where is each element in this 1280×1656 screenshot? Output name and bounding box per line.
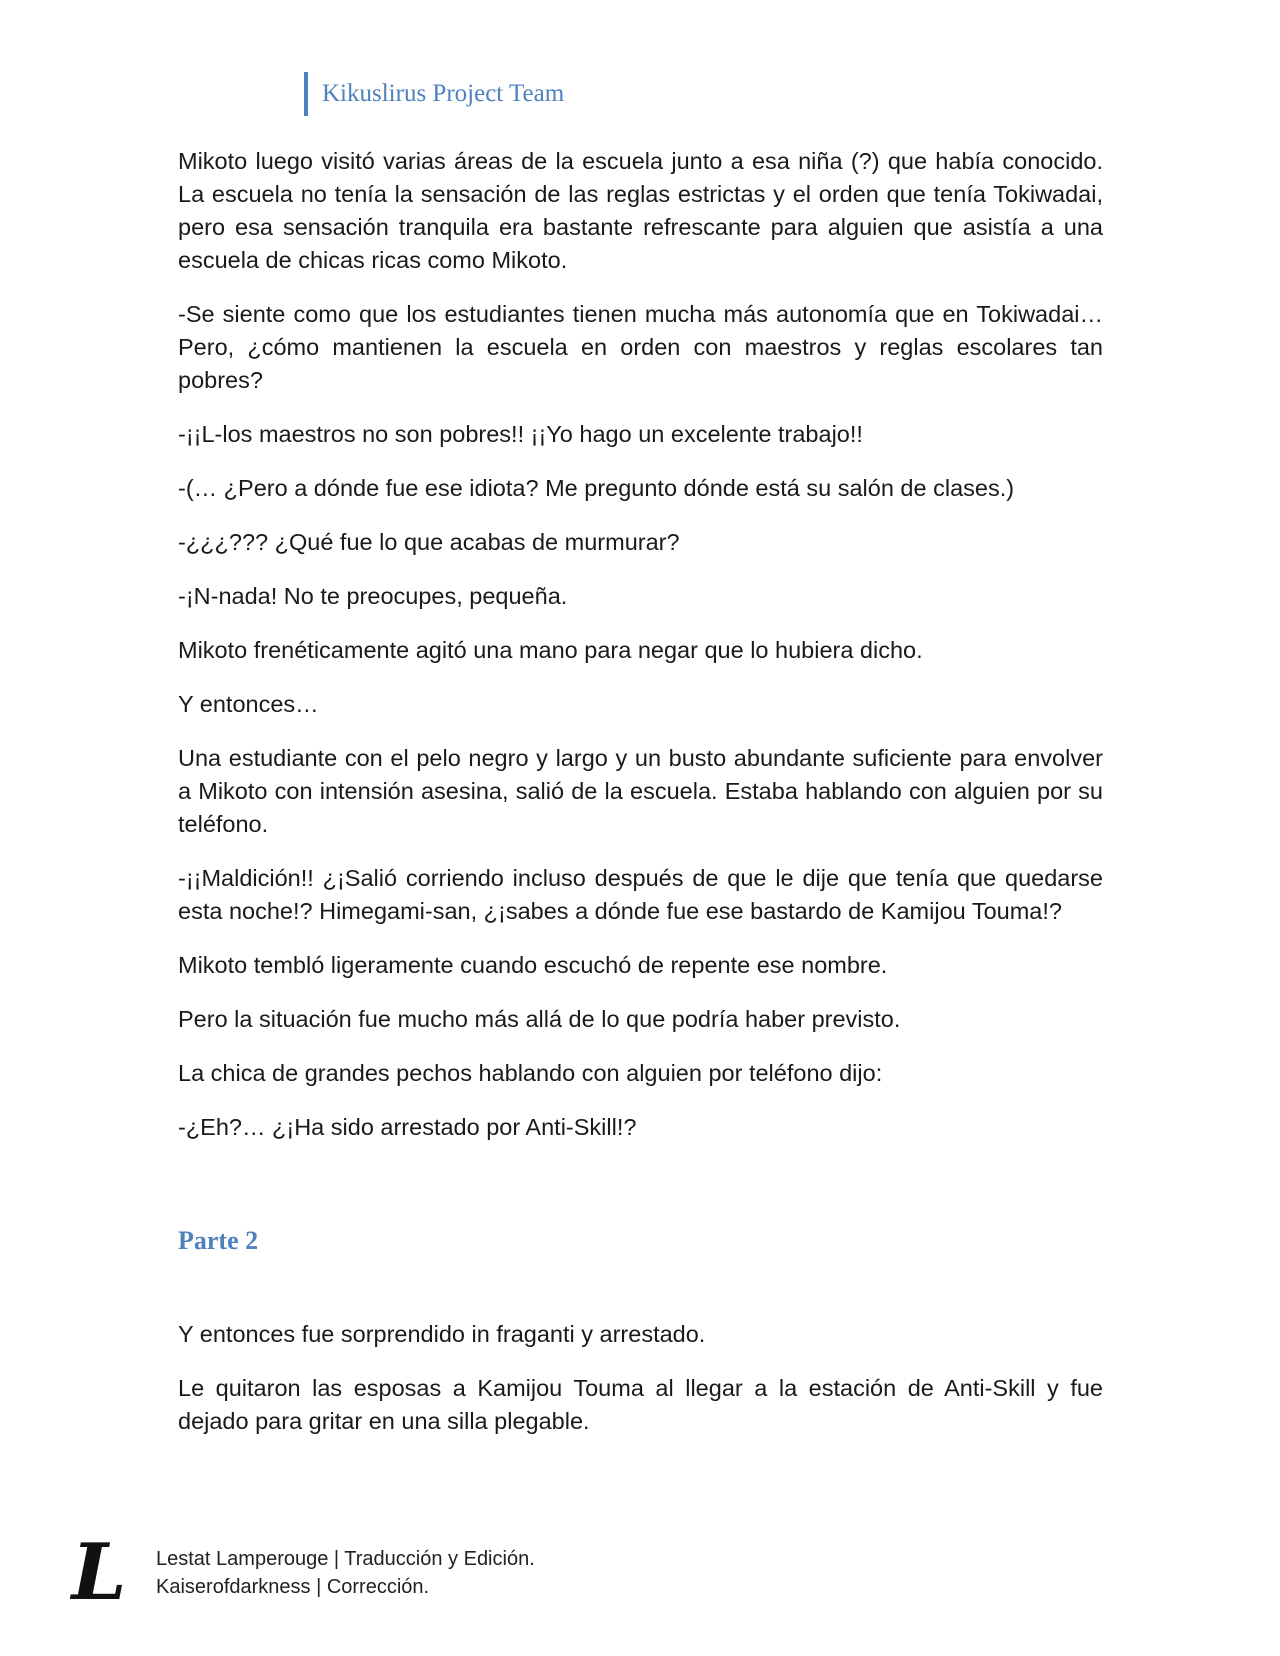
paragraph: -¿Eh?… ¿¡Ha sido arrestado por Anti-Skill!?	[178, 1114, 637, 1140]
paragraph: Mikoto tembló ligeramente cuando escuchó de repente ese nombre.	[178, 952, 888, 978]
paragraph: La chica de grandes pechos hablando con alguien por teléfono dijo:	[178, 1060, 883, 1086]
credit-correction: Kaiserofdarkness | Corrección.	[156, 1576, 430, 1598]
paragraph: Y entonces…	[178, 691, 319, 717]
paragraph: -¡N-nada! No te preocupes, pequeña.	[178, 583, 568, 609]
section-heading: Parte 2	[178, 1226, 259, 1255]
paragraph: Mikoto luego visitó varias áreas de la escuela junto a esa niña (?) que había conocido. La escuela no tenía la sensación de las reglas estrictas y el orden que tenía Tokiwadai, pero esa sensación tranquila era bastante refrescante para alguien que asistía a una escuela de chicas ricas como Mikoto.	[178, 148, 1103, 273]
paragraph: -Se siente como que los estudiantes tienen mucha más autonomía que en Tokiwadai…Pero, ¿cómo mantienen la escuela en orden con maestros y reglas escolares tan pobres?	[178, 301, 1103, 393]
page-header	[304, 72, 564, 116]
document-body	[178, 145, 1103, 1459]
credits	[156, 1545, 535, 1601]
credit-translation: Lestat Lamperouge | Traducción y Edición.	[156, 1548, 535, 1570]
header-title: Kikuslirus Project Team	[322, 80, 565, 107]
paragraph: -(… ¿Pero a dónde fue ese idiota? Me pregunto dónde está su salón de clases.)	[178, 475, 1015, 501]
paragraph: Una estudiante con el pelo negro y largo y un busto abundante suficiente para envolver a Mikoto con intensión asesina, salió de la escuela. Estaba hablando con alguien por su teléfono.	[178, 745, 1103, 837]
paragraph: -¡¡Maldición!! ¿¡Salió corriendo incluso después de que le dije que tenía que quedarse esta noche!? Himegami-san, ¿¡sabes a dónde fue ese bastardo de Kamijou Touma!?	[178, 865, 1103, 924]
paragraph: Le quitaron las esposas a Kamijou Touma al llegar a la estación de Anti-Skill y fue dejado para gritar en una silla plegable.	[178, 1375, 1103, 1434]
paragraph: -¿¿¿??? ¿Qué fue lo que acabas de murmurar?	[178, 529, 680, 555]
gothic-l-logo: L	[71, 1527, 127, 1618]
header-accent-bar	[304, 72, 308, 116]
paragraph: Mikoto frenéticamente agitó una mano para negar que lo hubiera dicho.	[178, 637, 923, 663]
paragraph: -¡¡L-los maestros no son pobres!! ¡¡Yo hago un excelente trabajo!!	[178, 421, 863, 447]
page-footer	[66, 1527, 535, 1618]
paragraph: Pero la situación fue mucho más allá de lo que podría haber previsto.	[178, 1006, 901, 1032]
paragraph: Y entonces fue sorprendido in fraganti y arrestado.	[178, 1321, 706, 1347]
